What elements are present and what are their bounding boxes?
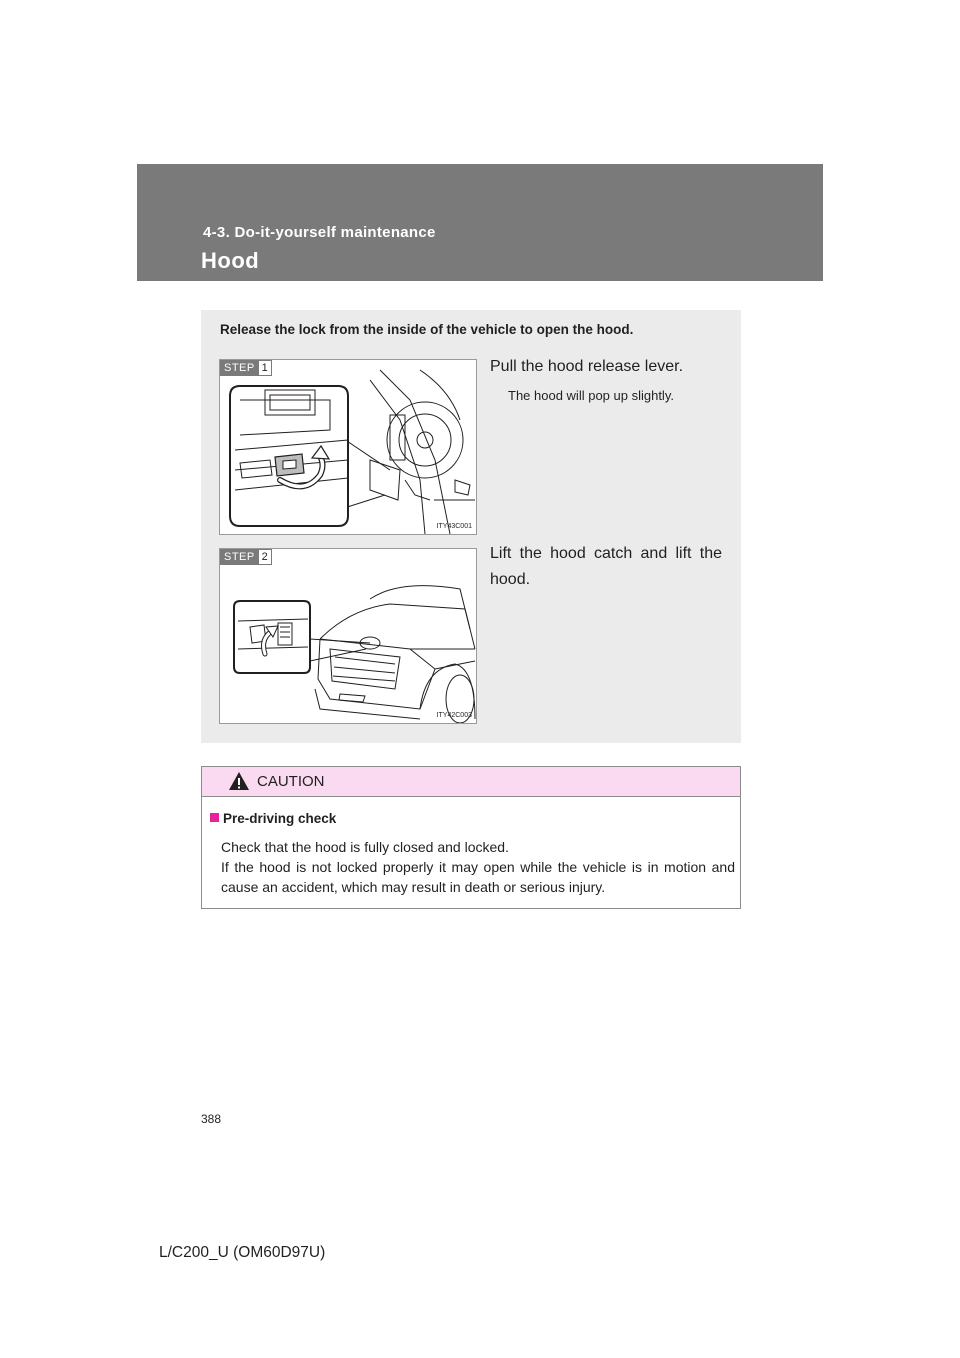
hood-catch-drawing (220, 549, 476, 723)
warning-triangle-icon (228, 771, 250, 791)
intro-text: Release the lock from the inside of the vehicle to open the hood. (220, 322, 634, 337)
section-title: 4-3. Do-it-yourself maintenance (203, 224, 436, 241)
caution-label: CAUTION (257, 773, 325, 790)
step-label: STEP (220, 549, 259, 565)
hood-release-lever-drawing (220, 360, 476, 534)
caution-heading (210, 811, 336, 826)
page-number: 388 (201, 1112, 222, 1126)
page-header (137, 164, 823, 281)
caution-body (221, 837, 735, 897)
step-label: STEP (220, 360, 259, 376)
step-1-badge (220, 360, 272, 376)
step-1-note: The hood will pop up slightly. (508, 388, 674, 403)
step-number: 1 (259, 360, 272, 376)
caution-heading-text: Pre-driving check (223, 811, 337, 826)
step-2-text: Lift the hood catch and lift the hood. (490, 545, 722, 588)
figure-code: ITY43C001 (436, 523, 472, 530)
step-1-illustration (219, 359, 477, 535)
figure-code: ITY42C003 (436, 712, 472, 719)
step-number: 2 (259, 549, 272, 565)
instruction-panel (201, 310, 741, 743)
caution-box (201, 766, 741, 909)
document-code: L/C200_U (OM60D97U) (159, 1244, 326, 1261)
caution-header (202, 767, 740, 797)
square-bullet-icon (210, 813, 219, 822)
caution-line: Check that the hood is fully closed and locked. (221, 839, 509, 855)
step-2-badge (220, 549, 272, 565)
step-2-illustration (219, 548, 477, 724)
step-1-text: Pull the hood release lever. (490, 358, 684, 375)
caution-line: If the hood is not locked properly it may open while the vehicle is in motion and cause an accident, which may result in death or serious injury. (221, 859, 735, 895)
page-title: Hood (201, 248, 260, 273)
